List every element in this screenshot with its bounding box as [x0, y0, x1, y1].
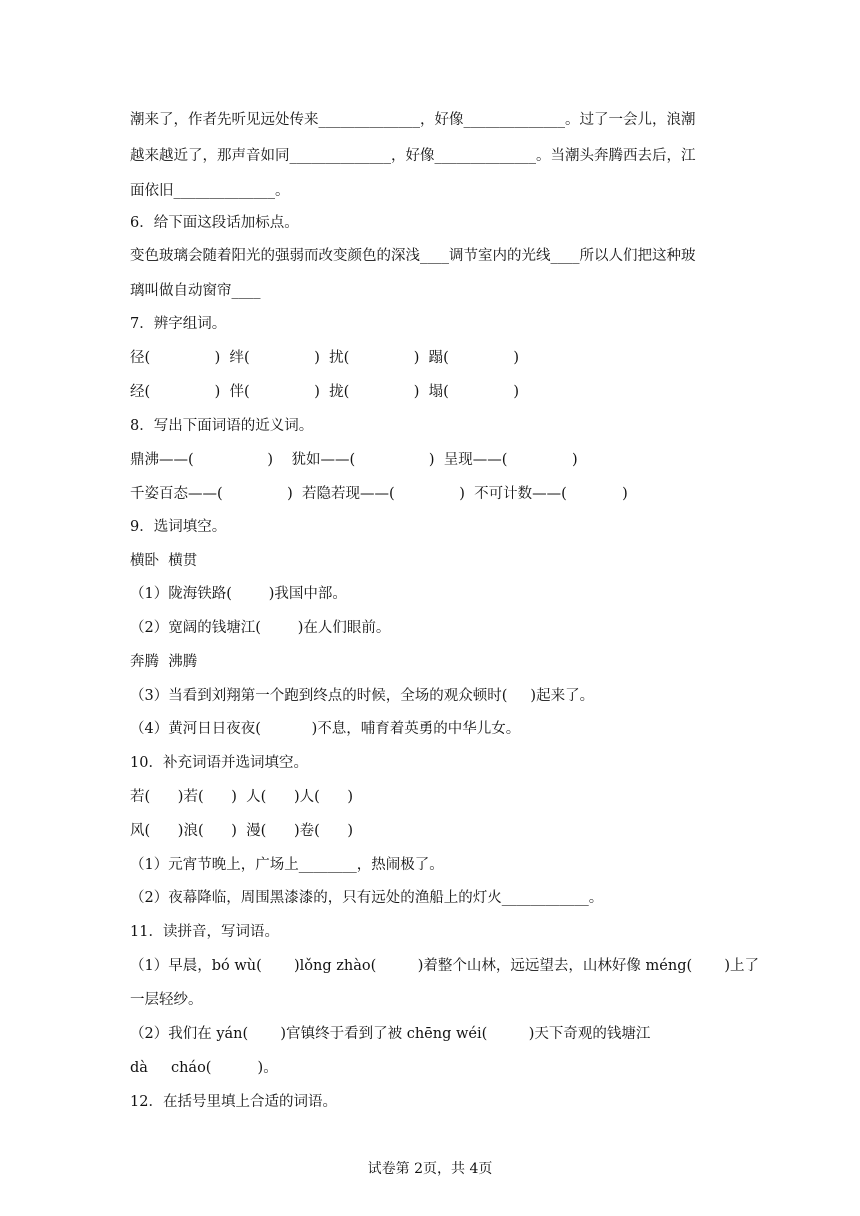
question-11-title: 11．读拼音，写词语。	[130, 924, 279, 940]
text-line: 璃叫做自动窗帘____	[130, 283, 261, 299]
text-line: （3）当看到刘翔第一个跑到终点的时候，全场的观众顿时( )起来了。	[130, 688, 595, 704]
word-choices: 横卧 横贯	[130, 553, 198, 569]
text-line: 越来越近了，那声音如同______________，好像______________。当潮头奔腾西去后，江	[130, 148, 696, 164]
text-line: 潮来了，作者先听见远处传来______________，好像______________。过了一会儿，浪潮	[130, 112, 696, 128]
word-choices: 奔腾 沸腾	[130, 654, 198, 670]
text-line: （2）宽阔的钱塘江( )在人们眼前。	[130, 620, 391, 636]
text-line: dà cháo( )。	[130, 1060, 278, 1076]
text-line: 经( ) 伴( ) 拢( ) 塌( )	[130, 384, 520, 400]
question-7-title: 7．辨字组词。	[130, 316, 227, 332]
question-10-title: 10．补充词语并选词填空。	[130, 755, 308, 771]
text-line: （2）夜幕降临，周围黑漆漆的，只有远处的渔船上的灯火____________。	[130, 890, 604, 906]
text-line: 若( )若( ) 人( )人( )	[130, 789, 354, 805]
text-line: （2）我们在 yán( )官镇终于看到了被 chēng wéi( )天下奇观的钱塘江	[130, 1026, 651, 1042]
question-6-title: 6．给下面这段话加标点。	[130, 215, 299, 231]
text-line: 风( )浪( ) 漫( )卷( )	[130, 823, 354, 839]
text-line: 面依旧______________。	[130, 183, 290, 199]
question-9-title: 9．选词填空。	[130, 519, 227, 535]
text-line: 变色玻璃会随着阳光的强弱而改变颜色的深浅____调节室内的光线____所以人们把这种玻	[130, 248, 696, 264]
text-line: 径( ) 绊( ) 扰( ) 蹋( )	[130, 350, 520, 366]
text-line: 千姿百态——( ) 若隐若现——( ) 不可计数——( )	[130, 486, 628, 502]
question-12-title: 12．在括号里填上合适的词语。	[130, 1094, 337, 1110]
question-8-title: 8．写出下面词语的近义词。	[130, 418, 314, 434]
text-line: 鼎沸——( ) 犹如——( ) 呈现——( )	[130, 452, 578, 468]
text-line: 一层轻纱。	[130, 992, 203, 1008]
text-line: （4）黄河日日夜夜( )不息，哺育着英勇的中华儿女。	[130, 721, 521, 737]
text-line: （1）陇海铁路( )我国中部。	[130, 586, 347, 602]
text-line: （1）早晨，bó wù( )lǒng zhào( )着整个山林，远远望去，山林好像 méng( )上了	[130, 958, 760, 974]
page-footer: 试卷第 2页，共 4页	[367, 1161, 493, 1177]
text-line: （1）元宵节晚上，广场上________，热闹极了。	[130, 857, 444, 873]
